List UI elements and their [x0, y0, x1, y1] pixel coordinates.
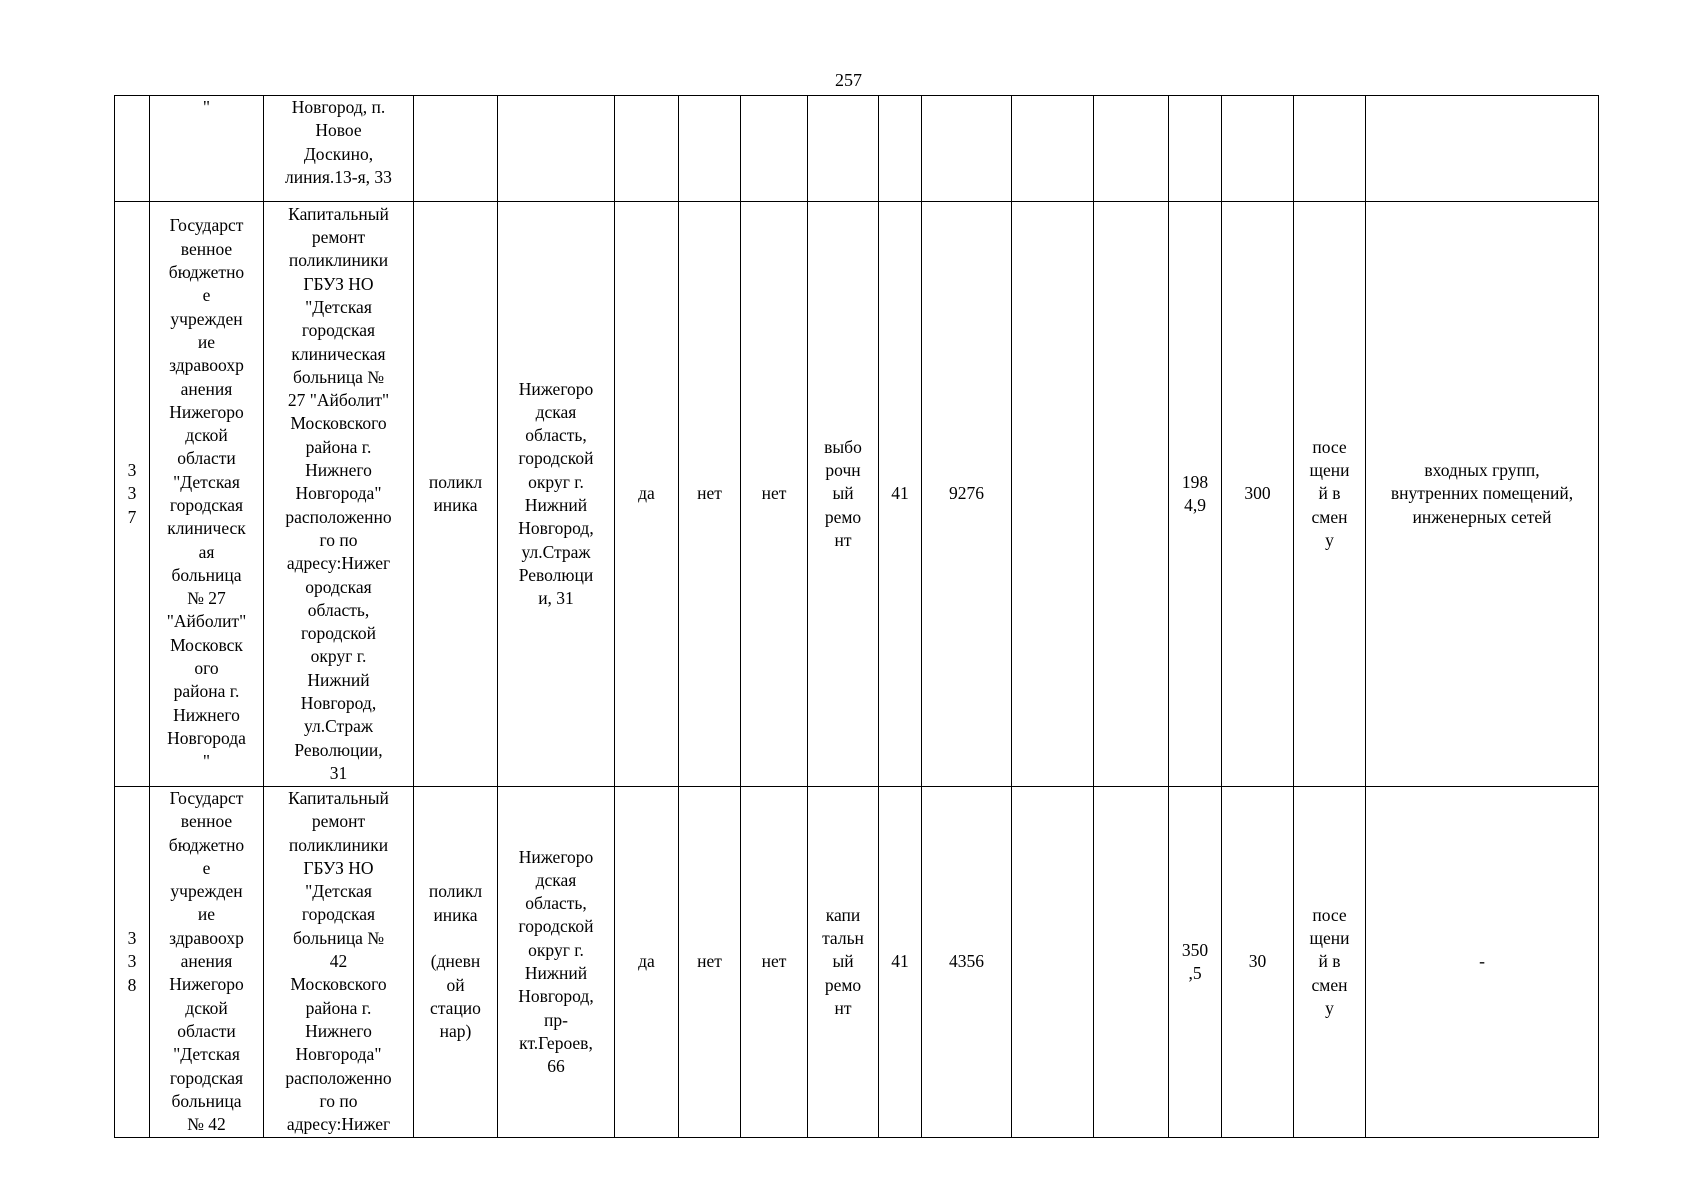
cell-number: 3 3 7: [115, 202, 150, 787]
cell-col14: 198 4,9: [1169, 202, 1222, 787]
cell-object-type: поликл иника: [414, 202, 498, 787]
cell-object-name: Капитальный ремонт поликлиники ГБУЗ НО "Детская городская клиническая больница № 27 "Айболит" Московского района г. Нижнего Новгорода" расположенно го по адресу:Нижег ородская область, городской округ г. Нижний Новгород, ул.Страж Революции, 31: [264, 202, 414, 787]
cell-unit: посе щени й в смен у: [1294, 787, 1366, 1138]
cell-organization: ": [150, 96, 264, 202]
cell-work-type: [808, 96, 879, 202]
cell-object-type: поликл иника (дневн ой стацио нар): [414, 787, 498, 1138]
data-table: [114, 95, 1599, 1138]
cell-address: Нижегоро дская область, городской округ г. Нижний Новгород, пр- кт.Героев, 66: [498, 787, 615, 1138]
cell-number: 3 3 8: [115, 787, 150, 1138]
cell-number: [115, 96, 150, 202]
cell-organization: Государст венное бюджетно е учрежден ие здравоохр анения Нижегоро дской области "Детская городская клиническ ая больница № 27 "Айболит" Московск ого района г. Нижнего Новгорода ": [150, 202, 264, 787]
cell-col15: [1222, 96, 1294, 202]
cell-address: [498, 96, 615, 202]
cell-notes: входных групп, внутренних помещений, инженерных сетей: [1366, 202, 1599, 787]
cell-col8: нет: [741, 202, 808, 787]
cell-col10: 41: [879, 787, 922, 1138]
cell-col6: да: [615, 787, 679, 1138]
cell-col11: 4356: [922, 787, 1012, 1138]
cell-col7: [679, 96, 741, 202]
cell-col12: [1012, 202, 1094, 787]
cell-work-type: капи тальн ый ремо нт: [808, 787, 879, 1138]
cell-unit: [1294, 96, 1366, 202]
cell-col10: 41: [879, 202, 922, 787]
cell-col13: [1094, 96, 1169, 202]
page-number: 257: [835, 70, 862, 90]
cell-col14: 350 ,5: [1169, 787, 1222, 1138]
table-row: [115, 202, 1599, 787]
cell-col8: нет: [741, 787, 808, 1138]
cell-col6: [615, 96, 679, 202]
cell-col11: [922, 96, 1012, 202]
cell-unit: посе щени й в смен у: [1294, 202, 1366, 787]
cell-col13: [1094, 202, 1169, 787]
table-row: [115, 787, 1599, 1138]
cell-address: Нижегоро дская область, городской округ г. Нижний Новгород, ул.Страж Революци и, 31: [498, 202, 615, 787]
cell-col14: [1169, 96, 1222, 202]
cell-col15: 300: [1222, 202, 1294, 787]
cell-col7: нет: [679, 787, 741, 1138]
cell-col13: [1094, 787, 1169, 1138]
cell-object-name: Новгород, п. Новое Доскино, линия.13-я, 33: [264, 96, 414, 202]
cell-object-type: [414, 96, 498, 202]
cell-col12: [1012, 96, 1094, 202]
cell-object-name: Капитальный ремонт поликлиники ГБУЗ НО "Детская городская больница № 42 Московского района г. Нижнего Новгорода" расположенно го по адресу:Нижег: [264, 787, 414, 1138]
table-row: [115, 96, 1599, 202]
cell-col15: 30: [1222, 787, 1294, 1138]
cell-col10: [879, 96, 922, 202]
cell-col7: нет: [679, 202, 741, 787]
cell-col12: [1012, 787, 1094, 1138]
cell-col8: [741, 96, 808, 202]
cell-col11: 9276: [922, 202, 1012, 787]
cell-work-type: выбо рочн ый ремо нт: [808, 202, 879, 787]
cell-notes: [1366, 96, 1599, 202]
cell-notes: -: [1366, 787, 1599, 1138]
cell-col6: да: [615, 202, 679, 787]
cell-organization: Государст венное бюджетно е учрежден ие здравоохр анения Нижегоро дской области "Детская городская больница № 42: [150, 787, 264, 1138]
